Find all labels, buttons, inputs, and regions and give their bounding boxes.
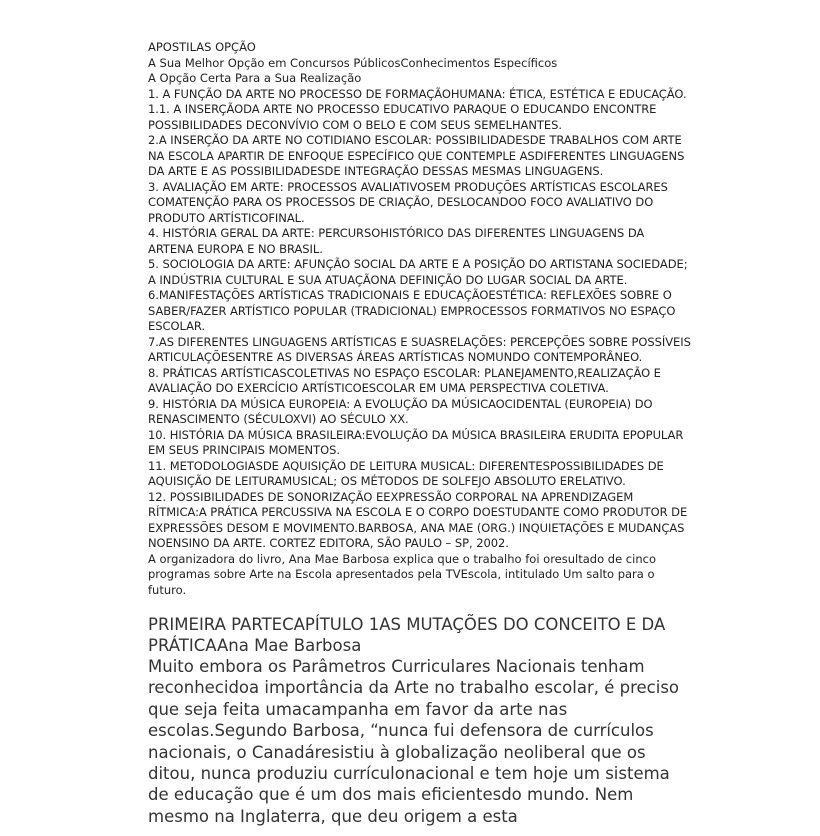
syllabus-line: COMATENÇÃO PARA OS PROCESSOS DE CRIAÇÃO, DESLOCANDOO FOCO AVALIATIVO DO <box>148 195 654 209</box>
document-page <box>148 40 691 827</box>
chapter-heading-line: PRIMEIRA PARTECAPÍTULO 1AS MUTAÇÕES DO CONCEITO E DA <box>148 615 666 634</box>
syllabus-line: AQUISIÇÃO DE LEITURAMUSICAL; OS MÉTODOS DE SOLFEJO ABSOLUTO ERELATIVO. <box>148 474 626 488</box>
syllabus-line: 1.1. A INSERÇÃODA ARTE NO PROCESSO EDUCATIVO PARAQUE O EDUCANDO ENCONTRE <box>148 102 657 116</box>
syllabus-line: 12. POSSIBILIDADES DE SONORIZAÇÃO EEXPRESSÃO CORPORAL NA APRENDIZAGEM <box>148 489 634 504</box>
body-line: ditou, nunca produziu currículonacional e tem hoje um sistema <box>148 764 670 784</box>
syllabus-line: NOENSINO DA ARTE. CORTEZ EDITORA, SÃO PAULO – SP, 2002. <box>148 536 509 550</box>
section-gap <box>148 598 678 614</box>
syllabus-line: EXPRESSÕES DESOM E MOVIMENTO.BARBOSA, ANA MAE (ORG.) INQUIETAÇÕES E MUDANÇAS <box>148 520 685 535</box>
body-line: de educação que é um dos mais eficientesdo mundo. Nem <box>148 785 634 805</box>
syllabus-line: NA ESCOLA APARTIR DE ENFOQUE ESPECÍFICO QUE CONTEMPLE ASDIFERENTES LINGUAGENS <box>148 148 685 163</box>
syllabus-line: 3. AVALIAÇÃO EM ARTE: PROCESSOS AVALIATIVOSEM PRODUÇÕES ARTÍSTICAS ESCOLARES <box>148 179 668 194</box>
header-subtitle: A Opção Certa Para a Sua Realização <box>148 71 362 85</box>
syllabus-list <box>148 86 691 552</box>
syllabus-line: EM SEUS PRINCIPAIS MOMENTOS. <box>148 443 340 457</box>
syllabus-line: 9. HISTÓRIA DA MÚSICA EUROPEIA: A EVOLUÇÃO DA MÚSICAOCIDENTAL (EUROPEIA) DO <box>148 396 653 411</box>
body-line: mesmo na Inglaterra, que deu origem a esta <box>148 806 518 826</box>
header-title: APOSTILAS OPÇÃO <box>148 40 256 54</box>
syllabus-line: 2.A INSERÇÃO DA ARTE NO COTIDIANO ESCOLAR: POSSIBILIDADESDE TRABALHOS COM ARTE <box>148 133 682 147</box>
body-line: escolas.Segundo Barbosa, “nunca fui defensora de currículos <box>148 721 654 741</box>
syllabus-line: 8. PRÁTICAS ARTÍSTICASCOLETIVAS NO ESPAÇO ESCOLAR: PLANEJAMENTO,REALIZAÇÃO E <box>148 365 661 380</box>
syllabus-line: 5. SOCIOLOGIA DA ARTE: AFUNÇÃO SOCIAL DA ARTE E A POSIÇÃO DO ARTISTANA SOCIEDADE; <box>148 257 688 271</box>
intro-line: A organizadora do livro, Ana Mae Barbosa explica que o trabalho foi oresultado de cinco <box>148 551 656 566</box>
syllabus-line: 4. HISTÓRIA GERAL DA ARTE: PERCURSOHISTÓRICO DAS DIFERENTES LINGUAGENS DA <box>148 226 645 240</box>
syllabus-line: RENASCIMENTO (SÉCULOXVI) AO SÉCULO XX. <box>148 412 409 426</box>
syllabus-line: ESCOLAR. <box>148 319 206 333</box>
body-line: nacionais, o Canadáresistiu à globalização neoliberal que os <box>148 742 646 762</box>
syllabus-line: A INDÚSTRIA CULTURAL E SUA ATUAÇÃONA DEFINIÇÃO DO LUGAR SOCIAL DA ARTE. <box>148 272 628 287</box>
syllabus-line: 6.MANIFESTAÇÕES ARTÍSTICAS TRADICIONAIS E EDUCAÇÃOESTÉTICA: REFLEXÕES SOBRE O <box>148 288 672 302</box>
syllabus-line: 1. A FUNÇÃO DA ARTE NO PROCESSO DE FORMAÇÃOHUMANA: ÉTICA, ESTÉTICA E EDUCAÇÃO. <box>148 86 687 101</box>
intro-paragraph <box>148 552 678 599</box>
intro-line: programas sobre Arte na Escola apresentados pela TVEscola, intitulado Um salto para o <box>148 567 655 581</box>
syllabus-line: ARTICULAÇÕESENTRE AS DIVERSAS ÁREAS ARTÍSTICAS NOMUNDO CONTEMPORÂNEO. <box>148 350 643 364</box>
intro-line: futuro. <box>148 582 187 597</box>
body-line: reconhecidoa importância da Arte no trabalho escolar, é preciso <box>148 678 680 698</box>
syllabus-line: 11. METODOLOGIASDE AQUISIÇÃO DE LEITURA MUSICAL: DIFERENTESPOSSIBILIDADES DE <box>148 458 664 473</box>
chapter-heading <box>148 614 678 656</box>
syllabus-line: ARTENA EUROPA E NO BRASIL. <box>148 241 323 256</box>
body-line: que seja feita umacampanha em favor da arte nas <box>148 699 568 719</box>
syllabus-line: POSSIBILIDADES DECONVÍVIO COM O BELO E COM SEUS SEMELHANTES. <box>148 117 562 132</box>
syllabus-line: RÍTMICA:A PRÁTICA PERCUSSIVA NA ESCOLA E O CORPO DOESTUDANTE COMO PRODUTOR DE <box>148 505 688 519</box>
header-tagline: A Sua Melhor Opção em Concursos PúblicosConhecimentos Específicos <box>148 55 558 70</box>
syllabus-line: 10. HISTÓRIA DA MÚSICA BRASILEIRA:EVOLUÇÃO DA MÚSICA BRASILEIRA ERUDITA EPOPULAR <box>148 427 684 442</box>
syllabus-line: 7.AS DIFERENTES LINGUAGENS ARTÍSTICAS E SUASRELAÇÕES: PERCEPÇÕES SOBRE POSSÍVEIS <box>148 334 691 349</box>
syllabus-line: PRODUTO ARTÍSTICOFINAL. <box>148 210 305 225</box>
chapter-heading-line: PRÁTICAAna Mae Barbosa <box>148 636 362 655</box>
body-line: Muito embora os Parâmetros Curriculares Nacionais tenham <box>148 657 645 676</box>
syllabus-line: DA ARTE E AS POSSIBILIDADESDE INTEGRAÇÃO DESSAS MESMAS LINGUAGENS. <box>148 164 604 178</box>
syllabus-line: SABER/FAZER ARTÍSTICO POPULAR (TRADICIONAL) EMPROCESSOS FORMATIVOS NO ESPAÇO <box>148 303 676 318</box>
body-paragraph <box>148 656 678 827</box>
syllabus-line: AVALIAÇÃO DO EXERCÍCIO ARTÍSTICOESCOLAR EM UMA PERSPECTIVA COLETIVA. <box>148 381 609 395</box>
